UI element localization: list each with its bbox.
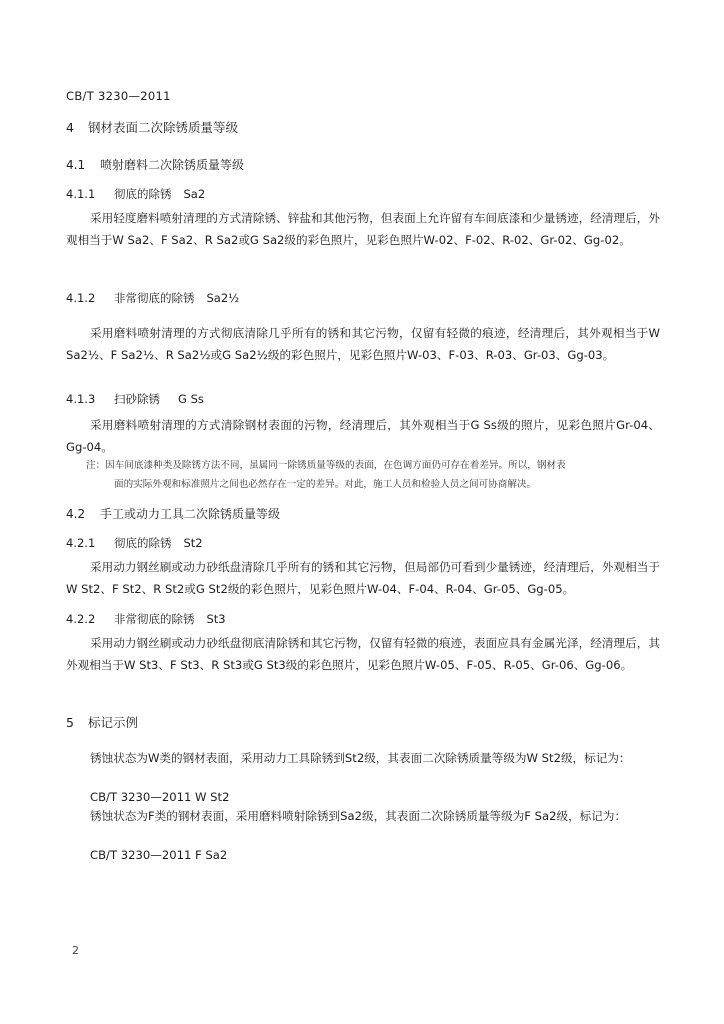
section-4-2-1-paragraph [66, 557, 660, 600]
marking-example-2-code: CB/T 3230—2011 F Sa2 [90, 848, 228, 862]
marking-example-1 [66, 748, 660, 770]
paragraph-text: 采用动力钢丝刷或动力砂纸盘清除几乎所有的锈和其它污物，但局部仍可看到少量锈迹，经清理后，外观相当于W St2、F St2、R St2或G St2级的彩色照片，见彩色照片W-04、F-04、R-04、Gr-05、Gg-05。 [66, 560, 660, 596]
section-title: 彻底的除锈 [114, 187, 172, 201]
section-number: 4.1.3 [66, 392, 96, 406]
section-4-1-3-heading [66, 391, 204, 407]
paragraph-text: 采用磨料喷射清理的方式彻底清除几乎所有的锈和其它污物，仅留有轻微的痕迹，经清理后，其外观相当于W Sa2½、F Sa2½、R Sa2½或G Sa2½级的彩色照片，见彩色照片W-03、F-03、R-03、Gr-03、Gg-03。 [66, 326, 660, 362]
grade-label: G Ss [178, 392, 204, 406]
section-number: 4.2.2 [66, 612, 96, 626]
section-4-1-1-heading [66, 186, 205, 202]
paragraph-text: 锈蚀状态为W类的钢材表面，采用动力工具除锈到St2级，其表面二次除锈质量等级为W St2级，标记为： [90, 751, 631, 765]
section-4-1-3-paragraph [66, 415, 660, 458]
section-4-1-heading [66, 156, 244, 173]
section-title: 扫砂除锈 [114, 392, 160, 406]
section-4-2-2-heading [66, 611, 226, 627]
section-4-1-2-heading [66, 290, 239, 306]
paragraph-text: 采用动力钢丝刷或动力砂纸盘彻底清除锈和其它污物，仅留有轻微的痕迹，表面应具有金属光泽，经清理后，其外观相当于W St3、F St3、R St3或G St3级的彩色照片，见彩色照片W-05、F-05、R-05、Gr-06、Gg-06。 [66, 636, 660, 672]
section-number: 4.2 [66, 507, 86, 521]
section-number: 4.1.2 [66, 291, 96, 305]
marking-example-1-code: CB/T 3230—2011 W St2 [90, 790, 230, 804]
section-number: 4.1.1 [66, 187, 96, 201]
page-number: 2 [72, 944, 79, 957]
note-line-1: 注：因车间底漆种类及除锈方法不同，虽属同一除锈质量等级的表面，在色调方面仍可存在着差异。所以，钢材表 [86, 460, 566, 471]
section-4-2-1-heading [66, 535, 203, 551]
grade-label: Sa2 [183, 187, 206, 201]
paragraph-text: 采用磨料喷射清理的方式清除钢材表面的污物，经清理后，其外观相当于G Ss级的照片，见彩色照片Gr-04、Gg-04。 [66, 418, 660, 454]
standard-id-header: CB/T 3230—2011 [66, 89, 171, 103]
section-4-2-heading [66, 505, 280, 522]
section-4-1-2-paragraph [66, 323, 660, 366]
grade-label: St2 [183, 536, 203, 550]
section-number: 4.2.1 [66, 536, 96, 550]
section-4-2-2-paragraph [66, 633, 660, 676]
section-title: 手工或动力工具二次除锈质量等级 [100, 507, 281, 521]
section-number: 4 [66, 120, 74, 135]
marking-example-2 [66, 806, 660, 828]
paragraph-text: 锈蚀状态为F类的钢材表面，采用磨料喷射除锈到Sa2级，其表面二次除锈质量等级为F Sa2级，标记为： [90, 809, 627, 823]
grade-label: St3 [206, 612, 226, 626]
note-line-2: 面的实际外观和标准照片之间也必然存在一定的差异。对此，施工人员和检验人员之间可协商解决。 [114, 478, 537, 490]
section-title: 钢材表面二次除锈质量等级 [88, 120, 239, 135]
section-title: 非常彻底的除锈 [114, 291, 195, 305]
section-4-heading [66, 118, 238, 136]
section-title: 标记示例 [88, 715, 139, 730]
grade-label: Sa2½ [206, 291, 240, 305]
section-number: 5 [66, 715, 74, 730]
section-title: 非常彻底的除锈 [114, 612, 195, 626]
section-4-1-1-paragraph [66, 208, 660, 251]
section-title: 彻底的除锈 [114, 536, 172, 550]
paragraph-text: 采用轻度磨料喷射清理的方式清除锈、锌盐和其他污物，但表面上允许留有车间底漆和少量锈迹，经清理后，外观相当于W Sa2、F Sa2、R Sa2或G Sa2级的彩色照片，见彩色照片W-02、F-02、R-02、Gr-02、Gg-02。 [66, 211, 660, 247]
section-number: 4.1 [66, 158, 86, 172]
note-block [86, 457, 660, 494]
section-5-heading [66, 713, 138, 731]
section-title: 喷射磨料二次除锈质量等级 [100, 158, 245, 172]
